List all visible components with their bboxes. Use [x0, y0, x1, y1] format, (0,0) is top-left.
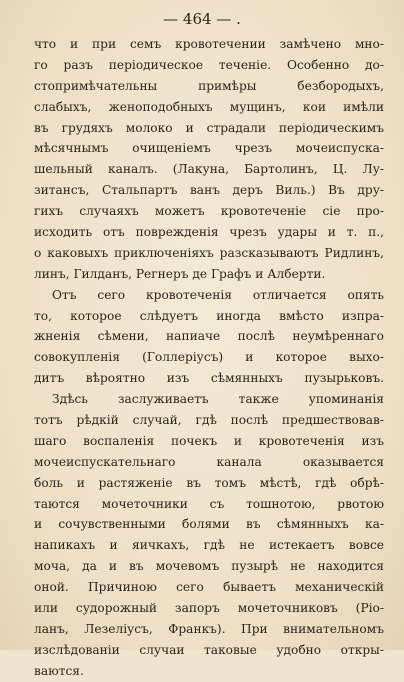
text-line: тотъ рѣдкій случай, гдѣ послѣ предшествовав- — [34, 413, 384, 428]
text-line: и сочувственными болями въ сѣмянныхъ ка- — [34, 517, 384, 532]
text-line: ланъ, Лезеліусъ, Франкъ). При внимательномъ — [34, 621, 384, 636]
text-line: слабыхъ, женоподобныхъ мущинъ, кои имѣли — [34, 99, 384, 114]
body-text — [34, 34, 384, 682]
page-number: — 464 — . — [163, 10, 241, 28]
text-line: о каковыхъ приключеніяхъ разсказываютъ Ридлинъ, — [34, 245, 384, 260]
text-line: го разъ періодическое теченіе. Особенно до- — [34, 57, 384, 72]
text-line: въ грудяхъ молоко и страдали періодическимъ — [34, 120, 384, 135]
text-line: Здѣсь заслуживаетъ также упоминанія — [52, 392, 384, 407]
text-line: мѣсячнымъ очищеніемъ чрезъ мочеиспуска- — [34, 141, 384, 156]
text-line: гихъ случаяхъ можетъ кровотеченіе сіе про- — [34, 204, 384, 219]
text-line: или судорожный запоръ мочеточниковъ (Ріо- — [34, 601, 384, 616]
text-line: линъ, Гилданъ, Регнеръ де Графъ и Алберти. — [34, 266, 326, 281]
text-line: таются мочеточники съ тошнотою, рвотою — [34, 496, 384, 511]
text-line: жненія сѣмени, напиаче послѣ неумѣреннаго — [34, 329, 384, 344]
text-line: что и при семъ кровотечении замѣчено мно- — [34, 37, 384, 51]
text-line: стопримѣчательны примѣры безбородыхъ, — [34, 78, 384, 93]
text-line: изслѣдованіи случаи таковые удобно откры- — [34, 642, 384, 657]
text-line: оной. Причиною сего бываетъ механическій — [34, 580, 384, 595]
text-line: зитансъ, Стальпартъ ванъ деръ Виль.) Въ дру- — [34, 183, 384, 198]
text-line: ваются. — [34, 663, 84, 678]
text-line: шаго воспаленія почекъ и кровотеченія изъ — [34, 433, 384, 448]
text-line: исходить отъ поврежденія чрезъ удары и т. п., — [34, 225, 384, 240]
text-line: то, которое слѣдуетъ иногда вмѣсто изпра- — [34, 308, 384, 323]
text-line: Отъ сего кровотеченія отличается опять — [52, 287, 384, 302]
text-line: совокупленія (Голлеріусъ) и которое выхо- — [34, 350, 384, 365]
text-line: моча, да и въ мочевомъ пузырѣ не находится — [34, 559, 384, 574]
text-line: дитъ вѣроятно изъ сѣмянныхъ пузырьковъ. — [34, 371, 384, 386]
text-line: боль и растяженіе въ томъ мѣстѣ, гдѣ обрѣ- — [34, 475, 384, 490]
text-line: напикахъ и яичкахъ, гдѣ не истекаетъ вовсе — [34, 538, 384, 553]
text-line: шельный каналъ. (Лакуна, Бартолинъ, Ц. Лу- — [34, 162, 384, 177]
text-line: мочеиспускательнаго канала оказывается — [34, 454, 384, 469]
